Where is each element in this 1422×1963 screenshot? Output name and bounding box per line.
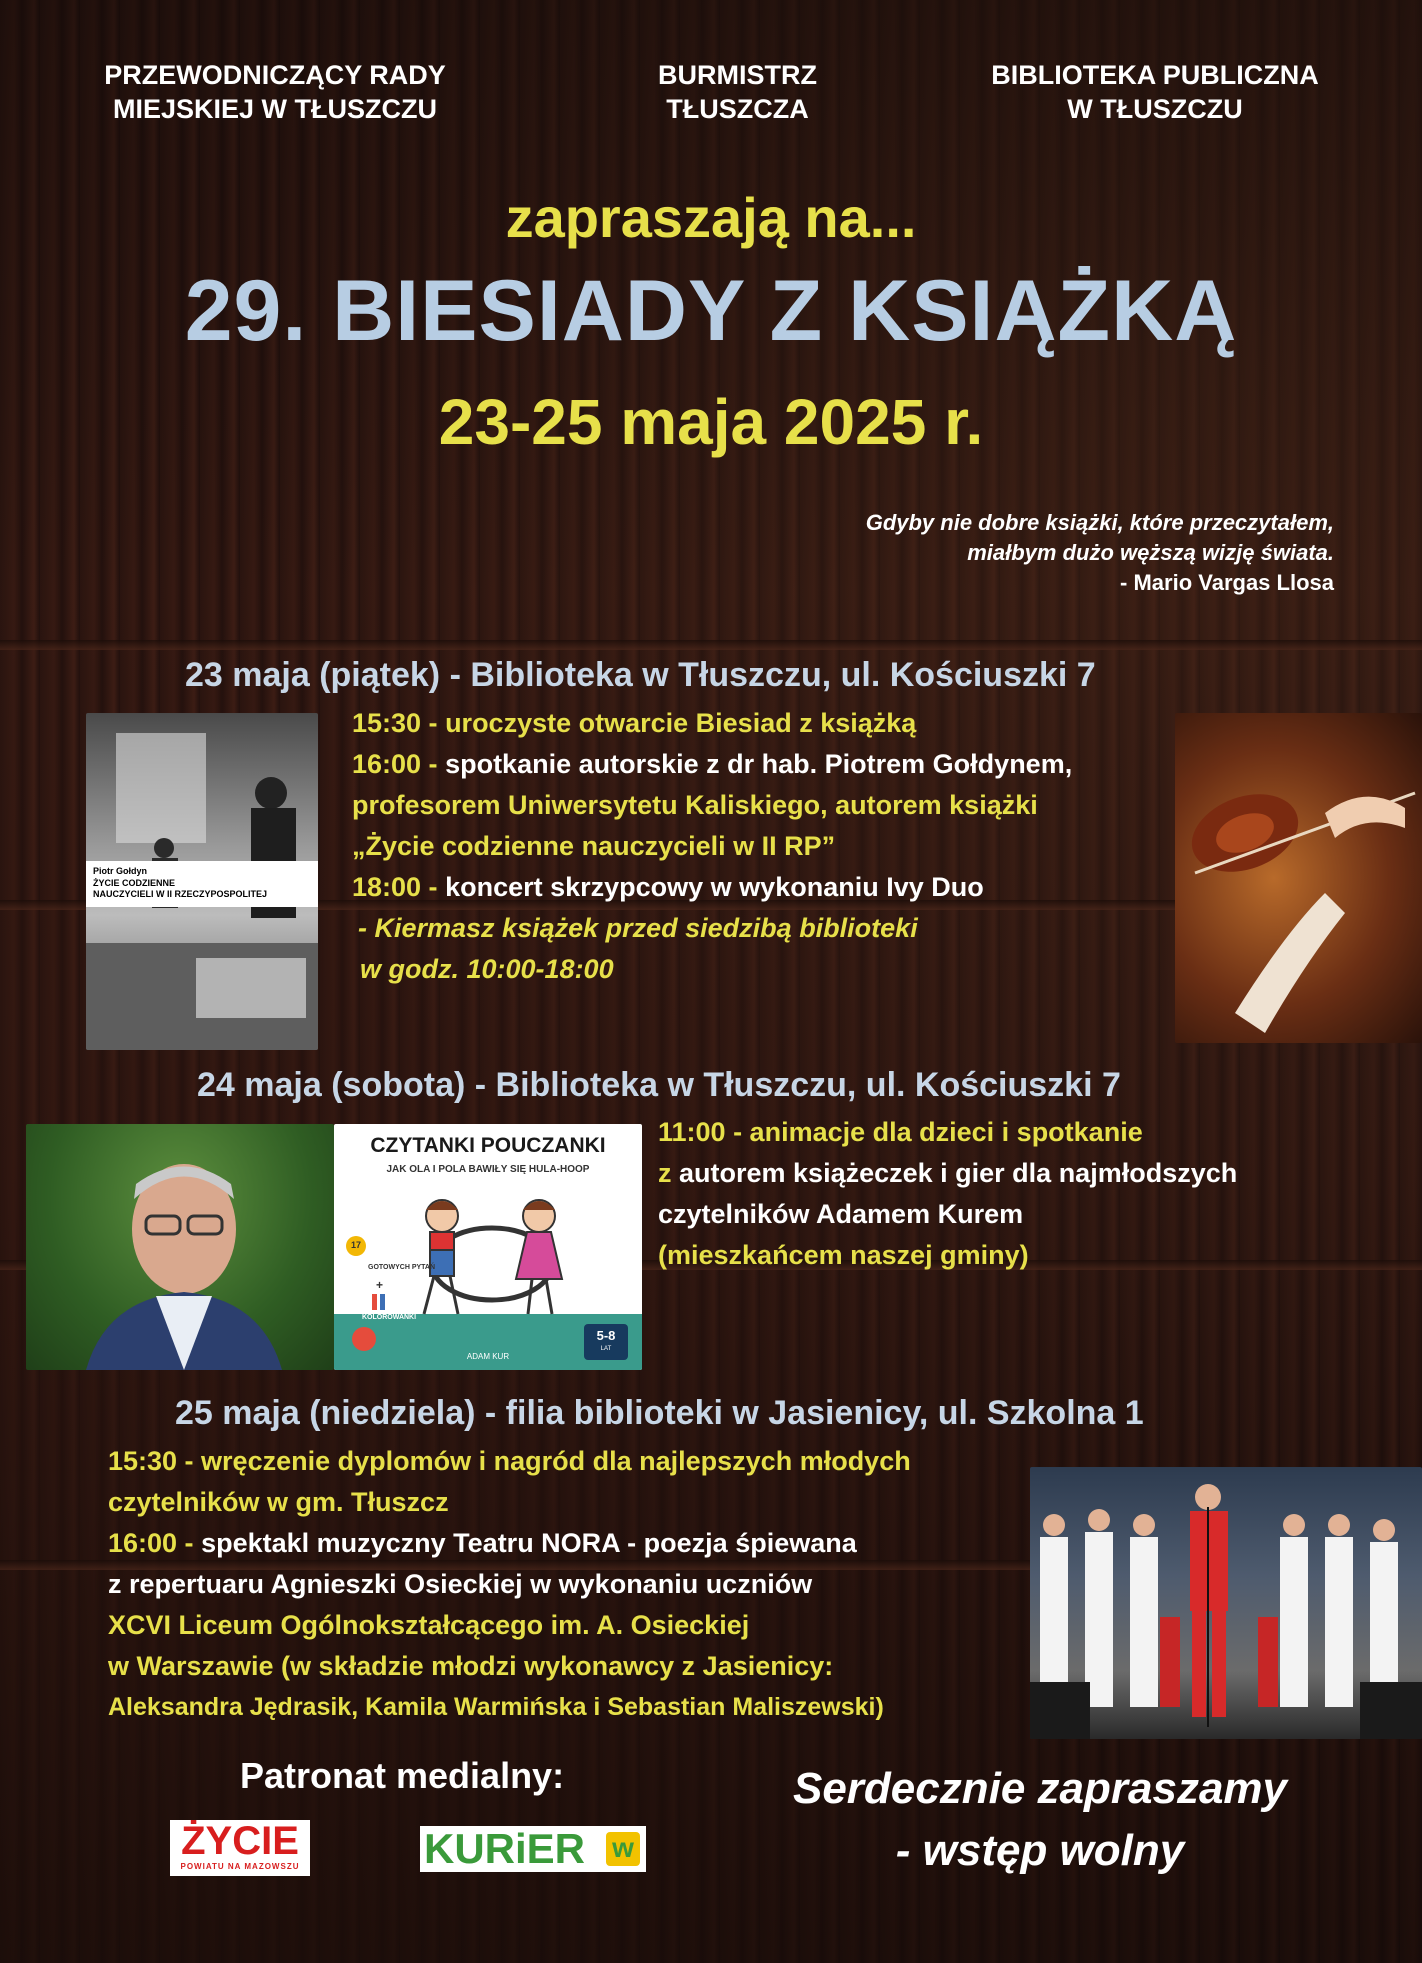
closing [735,1758,1345,1882]
event-text: koncert skrzypcowy w wykonaniu Ivy Duo [445,872,984,902]
shelf-line [0,640,1422,650]
quote-author: - Mario Vargas Llosa [1120,570,1334,595]
event-text: uroczyste otwarcie Biesiad z książką [445,708,917,738]
violin-photo [1175,713,1422,1043]
closing-line: - wstęp wolny [895,1826,1185,1875]
choir-photo [1030,1467,1422,1739]
logo-kurier-mark: w [606,1832,640,1866]
event-line: profesorem Uniwersytetu Kaliskiego, autorem książki [352,790,1038,820]
event-line: (mieszkańcem naszej gminy) [658,1240,1029,1270]
invite-line: zapraszają na... [505,186,917,249]
book2-plus: + [376,1278,384,1292]
book-title-band [86,861,318,907]
patronage-label: Patronat medialny: [240,1755,565,1796]
event-part: 16:00 - [108,1528,202,1558]
day2-events [658,1112,1237,1276]
event-time: 15:30 - [352,708,446,738]
event-line: z repertuaru Agnieszki Osieckiej w wykonaniu uczniów [108,1569,813,1599]
day3-events [108,1441,911,1728]
event-line: 11:00 - animacje dla dzieci i spotkanie [658,1117,1143,1147]
author-photo-adam-kur [26,1124,334,1370]
event-line: w Warszawie (w składzie młodzi wykonawcy z Jasienicy: [108,1651,834,1681]
event-part: autorem książeczek i gier dla najmłodszych [679,1158,1238,1188]
event-line: czytelników Adamem Kurem [658,1199,1024,1229]
event-line: Aleksandra Jędrasik, Kamila Warmińska i Sebastian Maliszewski) [108,1693,884,1721]
logo-kurier [420,1826,646,1872]
day1-events [352,703,1072,990]
book2-badge-text: GOTOWYCH PYTAŃ [368,1264,436,1271]
event-time: 16:00 - [352,749,446,779]
book2-title: CZYTANKI POUCZANKI [370,1134,606,1157]
event-line [108,1523,911,1564]
book2-author: ADAM KUR [466,1352,510,1361]
event-line [352,867,1072,908]
organizer-council: PRZEWODNICZĄCY RADY MIEJSKIEJ W TŁUSZCZU [104,60,446,124]
organizer-mayor: BURMISTRZ TŁUSZCZA [658,60,817,124]
event-line [658,1153,1237,1194]
book-title: ŻYCIE CODZIENNE [93,878,176,888]
event-line: 15:30 - wręczenie dyplomów i nagród dla najlepszych młodych [108,1446,911,1476]
book-title: NAUCZYCIELI W II RZECZYPOSPOLITEJ [93,889,268,899]
book-author: Piotr Gołdyn [93,866,147,876]
logo-kurier-text: KURiER [424,1825,586,1872]
logo-zycie [170,1820,310,1876]
quote-line: miałbym dużo węższą wizję świata. [967,540,1334,565]
book2-subtitle: JAK OLA I POLA BAWIŁY SIĘ HULA-HOOP [386,1164,590,1175]
day1-heading: 23 maja (piątek) - Biblioteka w Tłuszczu, ul. Kościuszki 7 [185,656,1096,694]
violin-illustration [1175,713,1422,1043]
event-part: spektakl muzyczny Teatru NORA - poezja śpiewana [201,1528,857,1558]
event-line: XCVI Liceum Ogólnokształcącego im. A. Osieckiej [108,1610,750,1640]
closing-line: Serdecznie zapraszamy [792,1764,1288,1813]
book2-coloring: KOLOROWANKI [362,1314,417,1321]
day2-heading: 24 maja (sobota) - Biblioteka w Tłuszczu, ul. Kościuszki 7 [197,1066,1121,1104]
event-text: spotkanie autorskie z dr hab. Piotrem Gołdynem, [445,749,1073,779]
organizer-library: BIBLIOTEKA PUBLICZNA W TŁUSZCZU [991,60,1319,124]
event-part: z [658,1158,680,1188]
quote-line: Gdyby nie dobre książki, które przeczytałem, [865,510,1334,535]
book2-age-unit: LAT [600,1346,612,1352]
event-title: 29. BIESIADY Z KSIĄŻKĄ [184,263,1238,359]
event-time: 18:00 - [352,872,446,902]
event-line: „Życie codzienne nauczycieli w II RP” [352,831,836,861]
quote [866,508,1334,598]
fair-line: w godz. 10:00-18:00 [360,954,614,984]
fair-line: - Kiermasz książek przed siedzibą biblioteki [358,913,918,943]
logo-zycie-text: ŻYCIE [181,1819,299,1863]
book-cover-goldyn [86,713,318,1050]
book-cover-czytanki [334,1124,642,1370]
book2-age: 5-8 [596,1328,616,1343]
event-line: czytelników w gm. Tłuszcz [108,1487,449,1517]
book2-badge-number: 17 [350,1240,361,1250]
logo-zycie-sub: POWIATU NA MAZOWSZU [180,1862,300,1871]
event-dates: 23-25 maja 2025 r. [438,386,984,458]
event-line [352,744,1072,785]
day3-heading: 25 maja (niedziela) - filia biblioteki w Jasienicy, ul. Szkolna 1 [175,1394,1144,1432]
author-portrait-illustration [26,1124,334,1370]
event-line [352,703,1072,744]
choir-illustration [1030,1467,1422,1739]
